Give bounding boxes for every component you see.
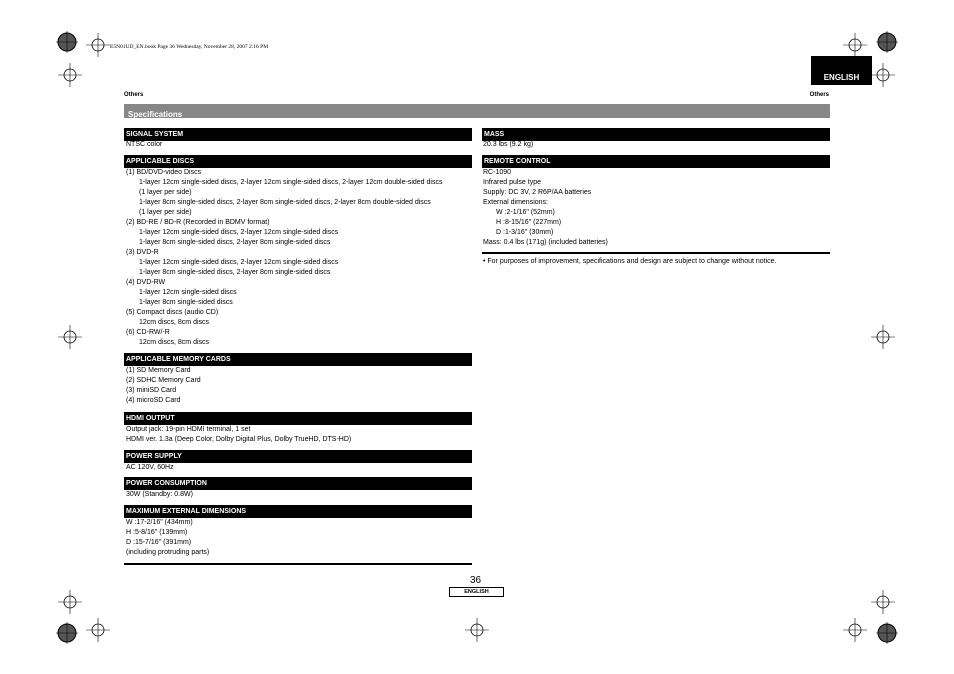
crosshair-mark-icon — [871, 590, 895, 614]
list-item: D :1-3/16" (30mm) — [496, 229, 554, 236]
dimensions-header: MAXIMUM EXTERNAL DIMENSIONS — [124, 505, 472, 518]
list-item: W :17-2/16" (434mm) — [126, 519, 193, 526]
list-item: (1 layer per side) — [139, 189, 192, 196]
section-label-right: Others — [809, 92, 829, 98]
memory-cards-header: APPLICABLE MEMORY CARDS — [124, 353, 472, 366]
power-supply-text: AC 120V, 60Hz — [126, 464, 174, 471]
page-title-bar — [124, 104, 830, 118]
registration-mark-icon — [876, 622, 898, 644]
list-item: 1-layer 8cm single-sided discs, 2-layer 8cm single-sided discs — [139, 239, 331, 246]
registration-mark-icon — [876, 31, 898, 53]
list-item: (2) BD-RE / BD-R (Recorded in BDMV format) — [126, 219, 270, 226]
list-item: (1) BD/DVD-video Discs — [126, 169, 202, 176]
list-item: (3) miniSD Card — [126, 387, 177, 394]
right-column-end-rule — [482, 252, 830, 254]
list-item: H :8-15/16" (227mm) — [496, 219, 562, 226]
power-consumption-header: POWER CONSUMPTION — [124, 477, 472, 490]
notice-note: • For purposes of improvement, specifications and design are subject to change without notice. — [483, 258, 777, 265]
language-tab: ENGLISH — [811, 56, 872, 85]
list-item: (1 layer per side) — [139, 209, 192, 216]
crosshair-mark-icon — [843, 618, 867, 642]
signal-system-text: NTSC color — [126, 141, 163, 148]
list-item: (4) microSD Card — [126, 397, 181, 404]
list-item: 1-layer 8cm single-sided discs — [139, 299, 233, 306]
registration-mark-icon — [56, 31, 78, 53]
list-item: External dimensions: — [483, 199, 548, 206]
list-item: D :15-7/16" (391mm) — [126, 539, 192, 546]
list-item: (1) SD Memory Card — [126, 367, 191, 374]
memory-cards-list — [126, 366, 201, 406]
crosshair-mark-icon — [58, 325, 82, 349]
list-item: Infrared pulse type — [483, 179, 541, 186]
hdmi-output-text — [126, 425, 351, 445]
list-item: 1-layer 8cm single-sided discs, 2-layer 8cm single-sided discs, 2-layer 8cm double-sided discs — [139, 199, 431, 206]
footer-language-label: ENGLISH — [449, 587, 504, 597]
left-column-end-rule — [124, 563, 472, 565]
list-item: 1-layer 12cm single-sided discs, 2-layer 12cm single-sided discs — [139, 259, 339, 266]
applicable-discs-list — [126, 168, 442, 348]
crosshair-mark-icon — [58, 63, 82, 87]
list-item: (3) DVD-R — [126, 249, 159, 256]
list-item: 12cm discs, 8cm discs — [139, 339, 210, 346]
registration-mark-icon — [56, 622, 78, 644]
crosshair-mark-icon — [843, 33, 867, 57]
list-item: 12cm discs, 8cm discs — [139, 319, 210, 326]
list-item: 1-layer 12cm single-sided discs — [139, 289, 237, 296]
page-title: Specifications — [128, 110, 183, 119]
remote-control-list — [483, 168, 608, 248]
applicable-discs-header: APPLICABLE DISCS — [124, 155, 472, 168]
crosshair-mark-icon — [58, 590, 82, 614]
signal-system-header: SIGNAL SYSTEM — [124, 128, 472, 141]
list-item: 1-layer 12cm single-sided discs, 2-layer 12cm single-sided discs — [139, 229, 339, 236]
section-label-left: Others — [124, 92, 144, 98]
crosshair-mark-icon — [465, 618, 489, 642]
list-item: 1-layer 8cm single-sided discs, 2-layer 8cm single-sided discs — [139, 269, 331, 276]
list-item: HDMI ver. 1.3a (Deep Color, Dolby Digital Plus, Dolby TrueHD, DTS-HD) — [126, 436, 352, 443]
list-item: (including protruding parts) — [126, 549, 210, 556]
list-item: (2) SDHC Memory Card — [126, 377, 201, 384]
power-consumption-text: 30W (Standby: 0.8W) — [126, 491, 193, 498]
crosshair-mark-icon — [86, 33, 110, 57]
page-number: 36 — [470, 575, 482, 586]
mass-header: MASS — [482, 128, 830, 141]
crosshair-mark-icon — [86, 618, 110, 642]
list-item: (4) DVD-RW — [126, 279, 166, 286]
power-supply-header: POWER SUPPLY — [124, 450, 472, 463]
list-item: (6) CD-RW/-R — [126, 329, 170, 336]
list-item: H :5-8/16" (139mm) — [126, 529, 188, 536]
list-item: RC-1090 — [483, 169, 512, 176]
list-item: Mass: 0.4 lbs (171g) (included batteries) — [483, 239, 608, 246]
crosshair-mark-icon — [871, 63, 895, 87]
print-info: E5N01UD_EN.book Page 36 Wednesday, November 28, 2007 2:16 PM — [110, 44, 269, 50]
remote-control-header: REMOTE CONTROL — [482, 155, 830, 168]
list-item: W :2-1/16" (52mm) — [496, 209, 555, 216]
list-item: (5) Compact discs (audio CD) — [126, 309, 219, 316]
dimensions-list — [126, 518, 209, 558]
mass-text: 20.3 lbs (9.2 kg) — [483, 141, 534, 148]
list-item: 1-layer 12cm single-sided discs, 2-layer 12cm single-sided discs, 2-layer 12cm double-sided discs — [139, 179, 443, 186]
list-item: Supply: DC 3V, 2 R6P/AA batteries — [483, 189, 592, 196]
hdmi-output-header: HDMI OUTPUT — [124, 412, 472, 425]
crosshair-mark-icon — [871, 325, 895, 349]
list-item: Output jack: 19-pin HDMI terminal, 1 set — [126, 426, 251, 433]
